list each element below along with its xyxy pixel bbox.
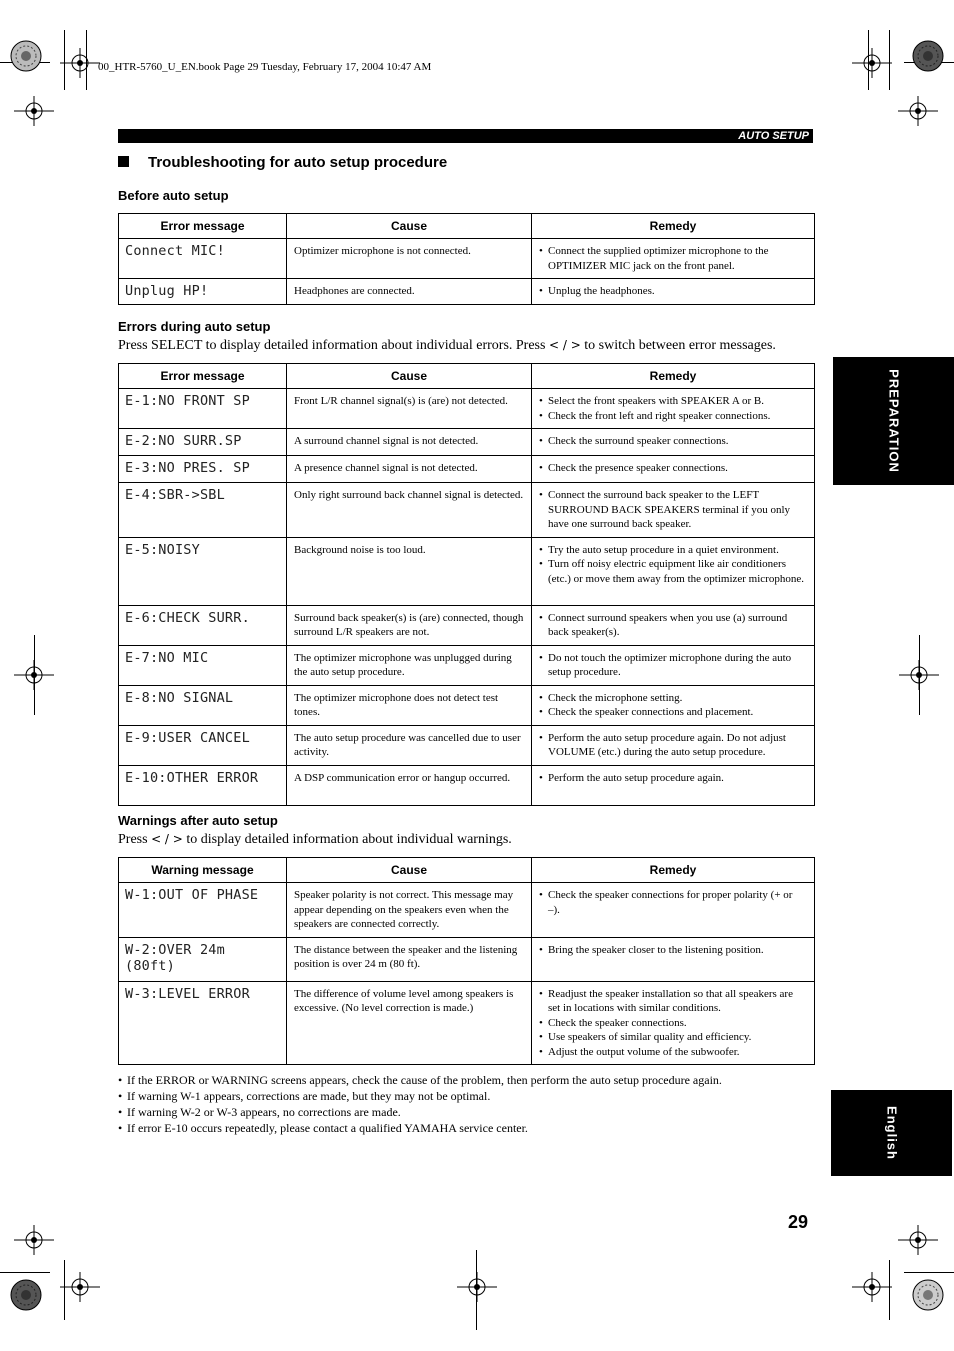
cause: The distance between the speaker and the listening position is over 24 m (80 ft). xyxy=(287,937,532,981)
remedy xyxy=(532,429,815,456)
registration-mark-icon xyxy=(60,48,100,78)
error-message: Connect MIC! xyxy=(119,239,287,279)
table-row xyxy=(119,685,815,725)
registration-mark-icon xyxy=(14,1225,54,1255)
section-bar xyxy=(118,129,813,143)
column-header: Remedy xyxy=(532,858,815,883)
cause: Headphones are connected. xyxy=(287,279,532,305)
book-header: 00_HTR-5760_U_EN.book Page 29 Tuesday, February 17, 2004 10:47 AM xyxy=(98,61,432,73)
table-row xyxy=(119,725,815,765)
registration-mark-icon xyxy=(60,1272,100,1302)
page-title xyxy=(118,154,447,171)
remedy-item: • Select the front speakers with SPEAKER A or B. xyxy=(539,394,807,409)
warnings-intro xyxy=(118,832,512,848)
table-header-row xyxy=(119,364,815,389)
table-row xyxy=(119,429,815,456)
remedy-item: • Adjust the output volume of the subwoofer. xyxy=(539,1045,807,1060)
registration-mark-icon xyxy=(14,96,54,126)
table-row xyxy=(119,279,815,305)
error-message: E-10:OTHER ERROR xyxy=(119,765,287,805)
warnings-intro-a: Press xyxy=(118,832,148,847)
warning-message: W-3:LEVEL ERROR xyxy=(119,981,287,1065)
remedy-item: • Connect the surround back speaker to the LEFT SURROUND BACK SPEAKERS terminal if you only have one surround back speaker. xyxy=(539,488,807,532)
table-row xyxy=(119,981,815,1065)
cause: The auto setup procedure was cancelled due to user activity. xyxy=(287,725,532,765)
error-message: E-2:NO SURR.SP xyxy=(119,429,287,456)
table-header-row xyxy=(119,858,815,883)
cause: Speaker polarity is not correct. This message may appear depending on the speakers even when the speakers are connected correctly. xyxy=(287,883,532,938)
tab-english-label: English xyxy=(884,1106,899,1160)
table-row xyxy=(119,765,815,805)
remedy-item: • Readjust the speaker installation so that all speakers are set in locations with similar conditions. xyxy=(539,987,807,1016)
error-message: E-8:NO SIGNAL xyxy=(119,685,287,725)
registration-mark-icon xyxy=(898,1225,938,1255)
column-header: Cause xyxy=(287,214,532,239)
tab-preparation xyxy=(833,357,954,485)
list-item: • If error E-10 occurs repeatedly, please contact a qualified YAMAHA service center. xyxy=(118,1120,818,1136)
remedy xyxy=(532,685,815,725)
cause: Surround back speaker(s) is (are) connected, though surround L/R speakers are not. xyxy=(287,605,532,645)
registration-mark-icon xyxy=(852,1272,892,1302)
color-rosette-icon xyxy=(10,1279,42,1311)
table-row xyxy=(119,645,815,685)
tab-english xyxy=(831,1090,952,1176)
remedy xyxy=(532,765,815,805)
cause: A surround channel signal is not detected. xyxy=(287,429,532,456)
remedy xyxy=(532,981,815,1065)
errors-intro-a: Press SELECT to display detailed information about individual errors. Press xyxy=(118,338,546,353)
error-message: E-1:NO FRONT SP xyxy=(119,389,287,429)
remedy-item: • Check the speaker connections. xyxy=(539,1016,807,1031)
cause: The optimizer microphone was unplugged during the auto setup procedure. xyxy=(287,645,532,685)
arrow-keys-icon: < / > xyxy=(151,832,183,846)
cause: A DSP communication error or hangup occurred. xyxy=(287,765,532,805)
tab-preparation-label: PREPARATION xyxy=(886,369,901,473)
table-row xyxy=(119,389,815,429)
warnings-heading: Warnings after auto setup xyxy=(118,813,278,828)
remedy xyxy=(532,239,815,279)
color-rosette-icon xyxy=(912,40,944,72)
remedy-item: • Bring the speaker closer to the listening position. xyxy=(539,943,807,958)
column-header: Remedy xyxy=(532,364,815,389)
remedy xyxy=(532,937,815,981)
remedy xyxy=(532,279,815,305)
list-item: • If warning W-1 appears, corrections are made, but they may not be optimal. xyxy=(118,1088,818,1104)
remedy xyxy=(532,605,815,645)
remedy-item: • Check the speaker connections for proper polarity (+ or –). xyxy=(539,888,807,917)
remedy xyxy=(532,537,815,605)
remedy xyxy=(532,725,815,765)
column-header: Warning message xyxy=(119,858,287,883)
errors-heading: Errors during auto setup xyxy=(118,319,271,334)
error-message: E-7:NO MIC xyxy=(119,645,287,685)
registration-mark-icon xyxy=(14,660,54,690)
warnings-table xyxy=(118,857,815,1065)
remedy-item: • Perform the auto setup procedure again. xyxy=(539,771,807,786)
cause: Optimizer microphone is not connected. xyxy=(287,239,532,279)
remedy-item: • Check the speaker connections and placement. xyxy=(539,705,807,720)
cause: Only right surround back channel signal is detected. xyxy=(287,483,532,538)
column-header: Remedy xyxy=(532,214,815,239)
page-title-text: Troubleshooting for auto setup procedure xyxy=(148,154,448,171)
remedy-item: • Check the microphone setting. xyxy=(539,691,807,706)
arrow-keys-icon: < / > xyxy=(548,338,581,352)
before-table xyxy=(118,213,815,305)
column-header: Cause xyxy=(287,858,532,883)
table-row xyxy=(119,239,815,279)
color-rosette-icon xyxy=(912,1279,944,1311)
notes-list xyxy=(118,1072,818,1136)
remedy-item: • Check the presence speaker connections. xyxy=(539,461,807,476)
remedy-item: • Turn off noisy electric equipment like air conditioners (etc.) or move them away from the optimizer microphone. xyxy=(539,557,807,586)
section-bar-label: AUTO SETUP xyxy=(738,130,809,142)
column-header: Cause xyxy=(287,364,532,389)
errors-intro-b: to switch between error messages. xyxy=(584,338,776,353)
remedy-item: • Unplug the headphones. xyxy=(539,284,807,299)
table-row xyxy=(119,483,815,538)
remedy xyxy=(532,645,815,685)
table-row xyxy=(119,605,815,645)
cause: The optimizer microphone does not detect test tones. xyxy=(287,685,532,725)
registration-mark-icon xyxy=(899,660,939,690)
column-header: Error message xyxy=(119,214,287,239)
errors-table xyxy=(118,363,815,806)
remedy xyxy=(532,883,815,938)
cause: Front L/R channel signal(s) is (are) not detected. xyxy=(287,389,532,429)
error-message: Unplug HP! xyxy=(119,279,287,305)
remedy-item: • Connect the supplied optimizer microphone to the OPTIMIZER MIC jack on the front panel. xyxy=(539,244,807,273)
warnings-intro-b: to display detailed information about individual warnings. xyxy=(186,832,512,847)
column-header: Error message xyxy=(119,364,287,389)
table-row xyxy=(119,537,815,605)
registration-mark-icon xyxy=(852,48,892,78)
cause: Background noise is too loud. xyxy=(287,537,532,605)
cause: A presence channel signal is not detected. xyxy=(287,456,532,483)
remedy xyxy=(532,483,815,538)
remedy xyxy=(532,456,815,483)
list-item: • If the ERROR or WARNING screens appears, check the cause of the problem, then perform the auto setup procedure again. xyxy=(118,1072,818,1088)
registration-mark-icon xyxy=(898,96,938,126)
remedy-item: • Check the front left and right speaker connections. xyxy=(539,409,807,424)
remedy-item: • Perform the auto setup procedure again. Do not adjust VOLUME (etc.) during the auto setup procedure. xyxy=(539,731,807,760)
error-message: E-4:SBR->SBL xyxy=(119,483,287,538)
before-heading: Before auto setup xyxy=(118,188,229,203)
remedy-item: • Do not touch the optimizer microphone during the auto setup procedure. xyxy=(539,651,807,680)
errors-intro xyxy=(118,338,776,354)
square-bullet-icon xyxy=(118,156,129,167)
page-number: 29 xyxy=(788,1212,809,1232)
list-item: • If warning W-2 or W-3 appears, no corrections are made. xyxy=(118,1104,818,1120)
table-row xyxy=(119,456,815,483)
error-message: E-6:CHECK SURR. xyxy=(119,605,287,645)
table-row xyxy=(119,937,815,981)
warning-message: W-2:OVER 24m (80ft) xyxy=(119,937,287,981)
remedy-item: • Try the auto setup procedure in a quiet environment. xyxy=(539,543,807,558)
table-header-row xyxy=(119,214,815,239)
error-message: E-3:NO PRES. SP xyxy=(119,456,287,483)
table-row xyxy=(119,883,815,938)
remedy-item: • Use speakers of similar quality and efficiency. xyxy=(539,1030,807,1045)
error-message: E-5:NOISY xyxy=(119,537,287,605)
registration-mark-icon xyxy=(457,1272,497,1302)
warning-message: W-1:OUT OF PHASE xyxy=(119,883,287,938)
cause: The difference of volume level among speakers is excessive. (No level correction is made.) xyxy=(287,981,532,1065)
remedy-item: • Check the surround speaker connections. xyxy=(539,434,807,449)
color-rosette-icon xyxy=(10,40,42,72)
error-message: E-9:USER CANCEL xyxy=(119,725,287,765)
remedy-item: • Connect surround speakers when you use (a) surround back speaker(s). xyxy=(539,611,807,640)
remedy xyxy=(532,389,815,429)
